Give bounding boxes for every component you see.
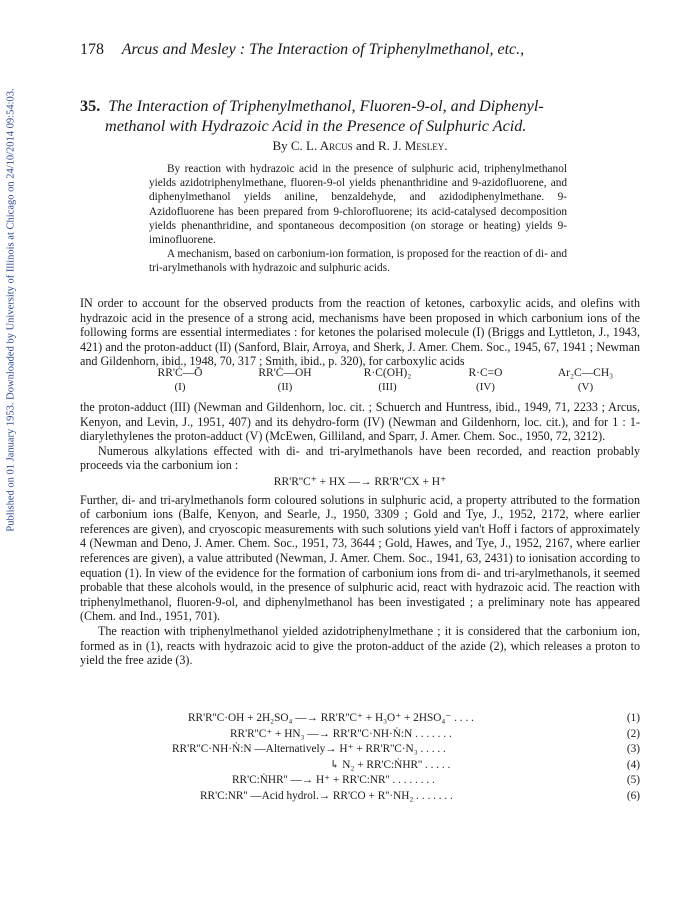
ion-structure-2	[245, 366, 325, 394]
author-2: R. J. Mesley.	[377, 138, 448, 153]
running-title: Arcus and Mesley : The Interaction of Triphenylmethanol, etc.,	[121, 41, 525, 58]
equation-text: RR'C:NR'' —Acid hydrol.→ RR'CO + R''·NH₂ . . . . . . .	[200, 789, 453, 802]
abstract	[149, 162, 567, 276]
authors-by: By	[272, 138, 288, 153]
abstract-paragraph-1: By reaction with hydrazoic acid in the presence of sulphuric acid, triphenylmethanol yields azidotriphenylmethane, fluoren-9-ol yields phenanthridine and 9-azidofluorene, and diphenylmethanol yields aniline, benzaldehyde, and azidodiphenylmethane. 9-Azidofluorene has been prepared from 9-chlorofluorene; its acid-catalysed decomposition yields phenanthridine, and spontaneous decomposition (on storage or heating) yields 9-iminofluorene.	[149, 163, 567, 247]
equation-number: (3)	[626, 743, 640, 755]
ion-formula: R·C(OH)₂	[363, 367, 412, 379]
equation-number: (6)	[626, 789, 640, 802]
provenance-sidebar	[2, 40, 20, 580]
article-title	[80, 96, 640, 136]
ion-formula: R·C=O	[468, 367, 503, 379]
ion-formula: Ar₂C—CH₃	[557, 367, 614, 379]
ion-structure-4	[453, 366, 518, 394]
ion-label: (I)	[174, 381, 186, 393]
intro-text	[80, 296, 640, 369]
ion-structure-5	[548, 366, 623, 394]
body-paragraph-2: the proton-adduct (III) (Newman and Gildenhorn, loc. cit. ; Schuerch and Huntress, ibid., 1949, 71, 2233 ; Arcus, Kenyon, and Levin, J., 1951, 407) and its dehydro-form (IV) (Newman and Gildenhorn, loc. cit.), and for 1 : 1-diarylethylenes the proton-adduct (V) (McEwen, Gilliland, and Sparr, J. Amer. Chem. Soc., 1950, 72, 3212).	[80, 400, 640, 444]
equation-number: (2)	[626, 727, 640, 740]
ion-label: (II)	[277, 381, 293, 393]
ion-structure-3	[350, 366, 425, 394]
body-paragraph-3: Numerous alkylations effected with di- and tri-arylmethanols have been recorded, and reaction probably proceeds via the carbonium ion :	[80, 443, 640, 473]
intro-paragraph: IN order to account for the observed products from the reaction of ketones, carboxylic acids, and olefins with hydrazoic acid in the presence of a strong acid, mechanisms have been proposed in which carbonium ions of the following forms are essential intermediates : for ketones the polarised molecule (I) (Briggs and Lyttleton, J., 1943, 421) and the proton-adduct (II) (Sanford, Blair, Arroya, and Sherk, J. Amer. Chem. Soc., 1945, 67, 1941 ; Newman and Gildenhorn, ibid., 1948, 70, 317 ; Smith, ibid., p. 320), for carboxylic acids	[80, 296, 640, 369]
equation-row	[80, 758, 640, 774]
equation-block	[80, 711, 640, 804]
equation-text: RR'C:ṄHR'' —→ H⁺ + RR'C:NR'' . . . . . . . .	[232, 774, 435, 786]
equation-text: RR'R''C·NH·Ṅ:N —Alternatively→ H⁺ + RR'R''C·N₃ . . . . .	[172, 743, 446, 755]
ion-formula: RR'Ċ—OH	[258, 367, 312, 379]
equation-row	[80, 789, 640, 805]
equation-text: RR'R''C·OH + 2H₂SO₄ —→ RR'R''C⁺ + H₃O⁺ + 2HSO₄⁻ . . . .	[188, 712, 474, 724]
equation-number: (4)	[626, 758, 640, 771]
equation-number: (5)	[626, 774, 640, 786]
authors-and: and	[355, 138, 375, 153]
equation-row	[80, 727, 640, 743]
ion-label: (V)	[577, 381, 594, 393]
running-head	[80, 41, 640, 59]
authors	[80, 138, 640, 154]
alkylation-equation: RR'R''C⁺ + HX —→ RR'R''CX + H⁺	[273, 475, 447, 488]
body-paragraph-4: Further, di- and tri-arylmethanols form coloured solutions in sulphuric acid, a property attributed to the formation of carbonium ions (Balfe, Kenyon, and Searle, J., 1950, 3309 ; Gold and Tye, J., 1952, 2172, where earlier references are given), and cryoscopic measurements with such solutions yield van't Hoff i factors of approximately 4 (Newman and Deno, J. Amer. Chem. Soc., 1951, 73, 3644 ; Gold, Hawes, and Tye, J., 1952, 2167, where earlier references are given), a value attributed (Newman, J. Amer. Chem. Soc., 1941, 63, 2431) to ionisation according to equation (1). In view of the evidence for the formation of carbonium ions from di- and tri-arylmethanols, it seemed probable that these alcohols would, in the presence of sulphuric acid, react with hydrazoic acid. The reaction with triphenylmethanol, fluoren-9-ol, and diphenylmethanol has been investigated ; a preliminary note has appeared (Chem. and Ind., 1951, 701).	[80, 492, 640, 624]
body-text	[80, 400, 640, 668]
body-paragraph-5: The reaction with triphenylmethanol yielded azidotriphenylmethane ; it is considered that the carbonium ion, formed as in (1), reacts with hydrazoic acid to give the proton-adduct of the azide (2), which releases a proton to yield the free azide (3).	[80, 623, 640, 668]
equation-text: ↳ N₂ + RR'C:ṄHR'' . . . . .	[330, 758, 451, 771]
equation-number: (1)	[626, 712, 640, 724]
equation-text: RR'R''C⁺ + HN₃ —→ RR'R''C·NH·Ṅ:N . . . . . . .	[230, 727, 452, 740]
title-line-2: methanol with Hydrazoic Acid in the Presence of Sulphuric Acid.	[105, 117, 527, 135]
abstract-paragraph-2: A mechanism, based on carbonium-ion formation, is proposed for the reaction of di- and tri-arylmethanols with hydrazoic and sulphuric acids.	[149, 248, 567, 275]
ion-label: (III)	[378, 381, 397, 393]
author-1: C. L. Arcus	[290, 138, 353, 153]
provenance-text: Published on 01 January 1953. Downloaded by University of Illinois at Chicago on 24/10/2014 09:54:03.	[5, 88, 17, 532]
ion-formula: RR'Ċ—Ō	[157, 367, 203, 379]
article-number: 35.	[80, 97, 101, 115]
page-number: 178	[80, 41, 104, 58]
equation-row	[80, 711, 640, 727]
equation-row	[80, 773, 640, 789]
equation-row	[80, 742, 640, 758]
ion-structure-1	[150, 366, 210, 394]
title-line-1: The Interaction of Triphenylmethanol, Fluoren-9-ol, and Diphenyl-	[108, 97, 544, 115]
ion-label: (IV)	[476, 381, 495, 393]
